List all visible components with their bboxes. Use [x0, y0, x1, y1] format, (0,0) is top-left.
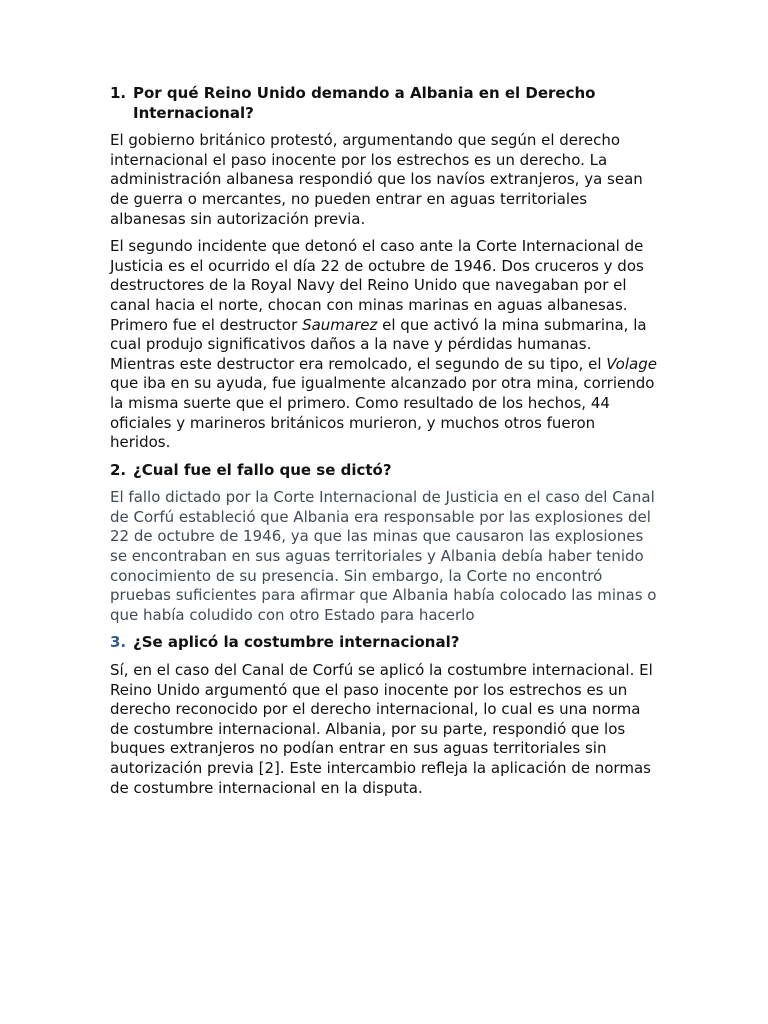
answer-1-paragraph-1: El gobierno británico protestó, argumentando que según el derecho internacional el paso inocente por los estrechos es un derecho. La administración albanesa respondió que los navíos extranjeros, ya sean de guerra o mercantes, no pueden entrar en aguas territoriales albanesas sin autorización previa.: [110, 131, 643, 228]
question-1-heading: [110, 84, 658, 123]
answer-2-paragraph: El fallo dictado por la Corte Internacional de Justicia en el caso del Canal de Corfú estableció que Albania era responsable por las explosiones del 22 de octubre de 1946, ya que las minas que causaron las explosiones se encontraban en sus aguas territoriales y Albania debía haber tenido conocimiento de su presencia. Sin embargo, la Corte no encontró pruebas suficientes para afirmar que Albania había colocado las minas o que había coludido con otro Estado para hacerlo: [110, 488, 657, 624]
question-3-heading: [110, 633, 658, 653]
answer-1-paragraph-2: [110, 237, 658, 453]
question-3-number: 3.: [110, 633, 127, 652]
question-1-title: Por qué Reino Unido demando a Albania en el Derecho Internacional?: [133, 84, 596, 122]
ship-name-volage: Volage: [606, 354, 657, 373]
question-2-number: 2.: [110, 460, 127, 479]
answer-1-paragraph-2-part-b: el que activó la mina submarina, la cual produjo significativos daños a la nave y pérdidas humanas. Mientras este destructor era remolcado, el segundo de su tipo, el: [110, 315, 647, 373]
question-2-heading: [110, 461, 658, 481]
question-1-number: 1.: [110, 84, 127, 102]
answer-1-paragraph-2-part-c: que iba en su ayuda, fue igualmente alcanzado por otra mina, corriendo la misma suerte que el primero. Como resultado de los hechos, 44 oficiales y marineros británicos murieron, y muchos otros fueron heridos.: [110, 374, 655, 452]
question-3-title: ¿Se aplicó la costumbre internacional?: [133, 633, 460, 652]
ship-name-saumarez: Saumarez: [302, 315, 378, 334]
question-2-title: ¿Cual fue el fallo que se dictó?: [133, 460, 392, 479]
answer-1-paragraph-2-part-a: El segundo incidente que detonó el caso ante la Corte Internacional de Justicia es el ocurrido el día 22 de octubre de 1946. Dos cruceros y dos destructores de la Royal Navy del Reino Unido que navegaban por el canal hacia el norte, chocan con minas marinas en aguas albanesas. Primero fue el destructor: [110, 237, 644, 334]
document-page: [110, 84, 658, 806]
answer-3-paragraph: Sí, en el caso del Canal de Corfú se aplicó la costumbre internacional. El Reino Unido argumentó que el paso inocente por los estrechos es un derecho reconocido por el derecho internacional, lo cual es una norma de costumbre internacional. Albania, por su parte, respondió que los buques extranjeros no podían entrar en sus aguas territoriales sin autorización previa [2]. Este intercambio refleja la aplicación de normas de costumbre internacional en la disputa.: [110, 661, 653, 797]
